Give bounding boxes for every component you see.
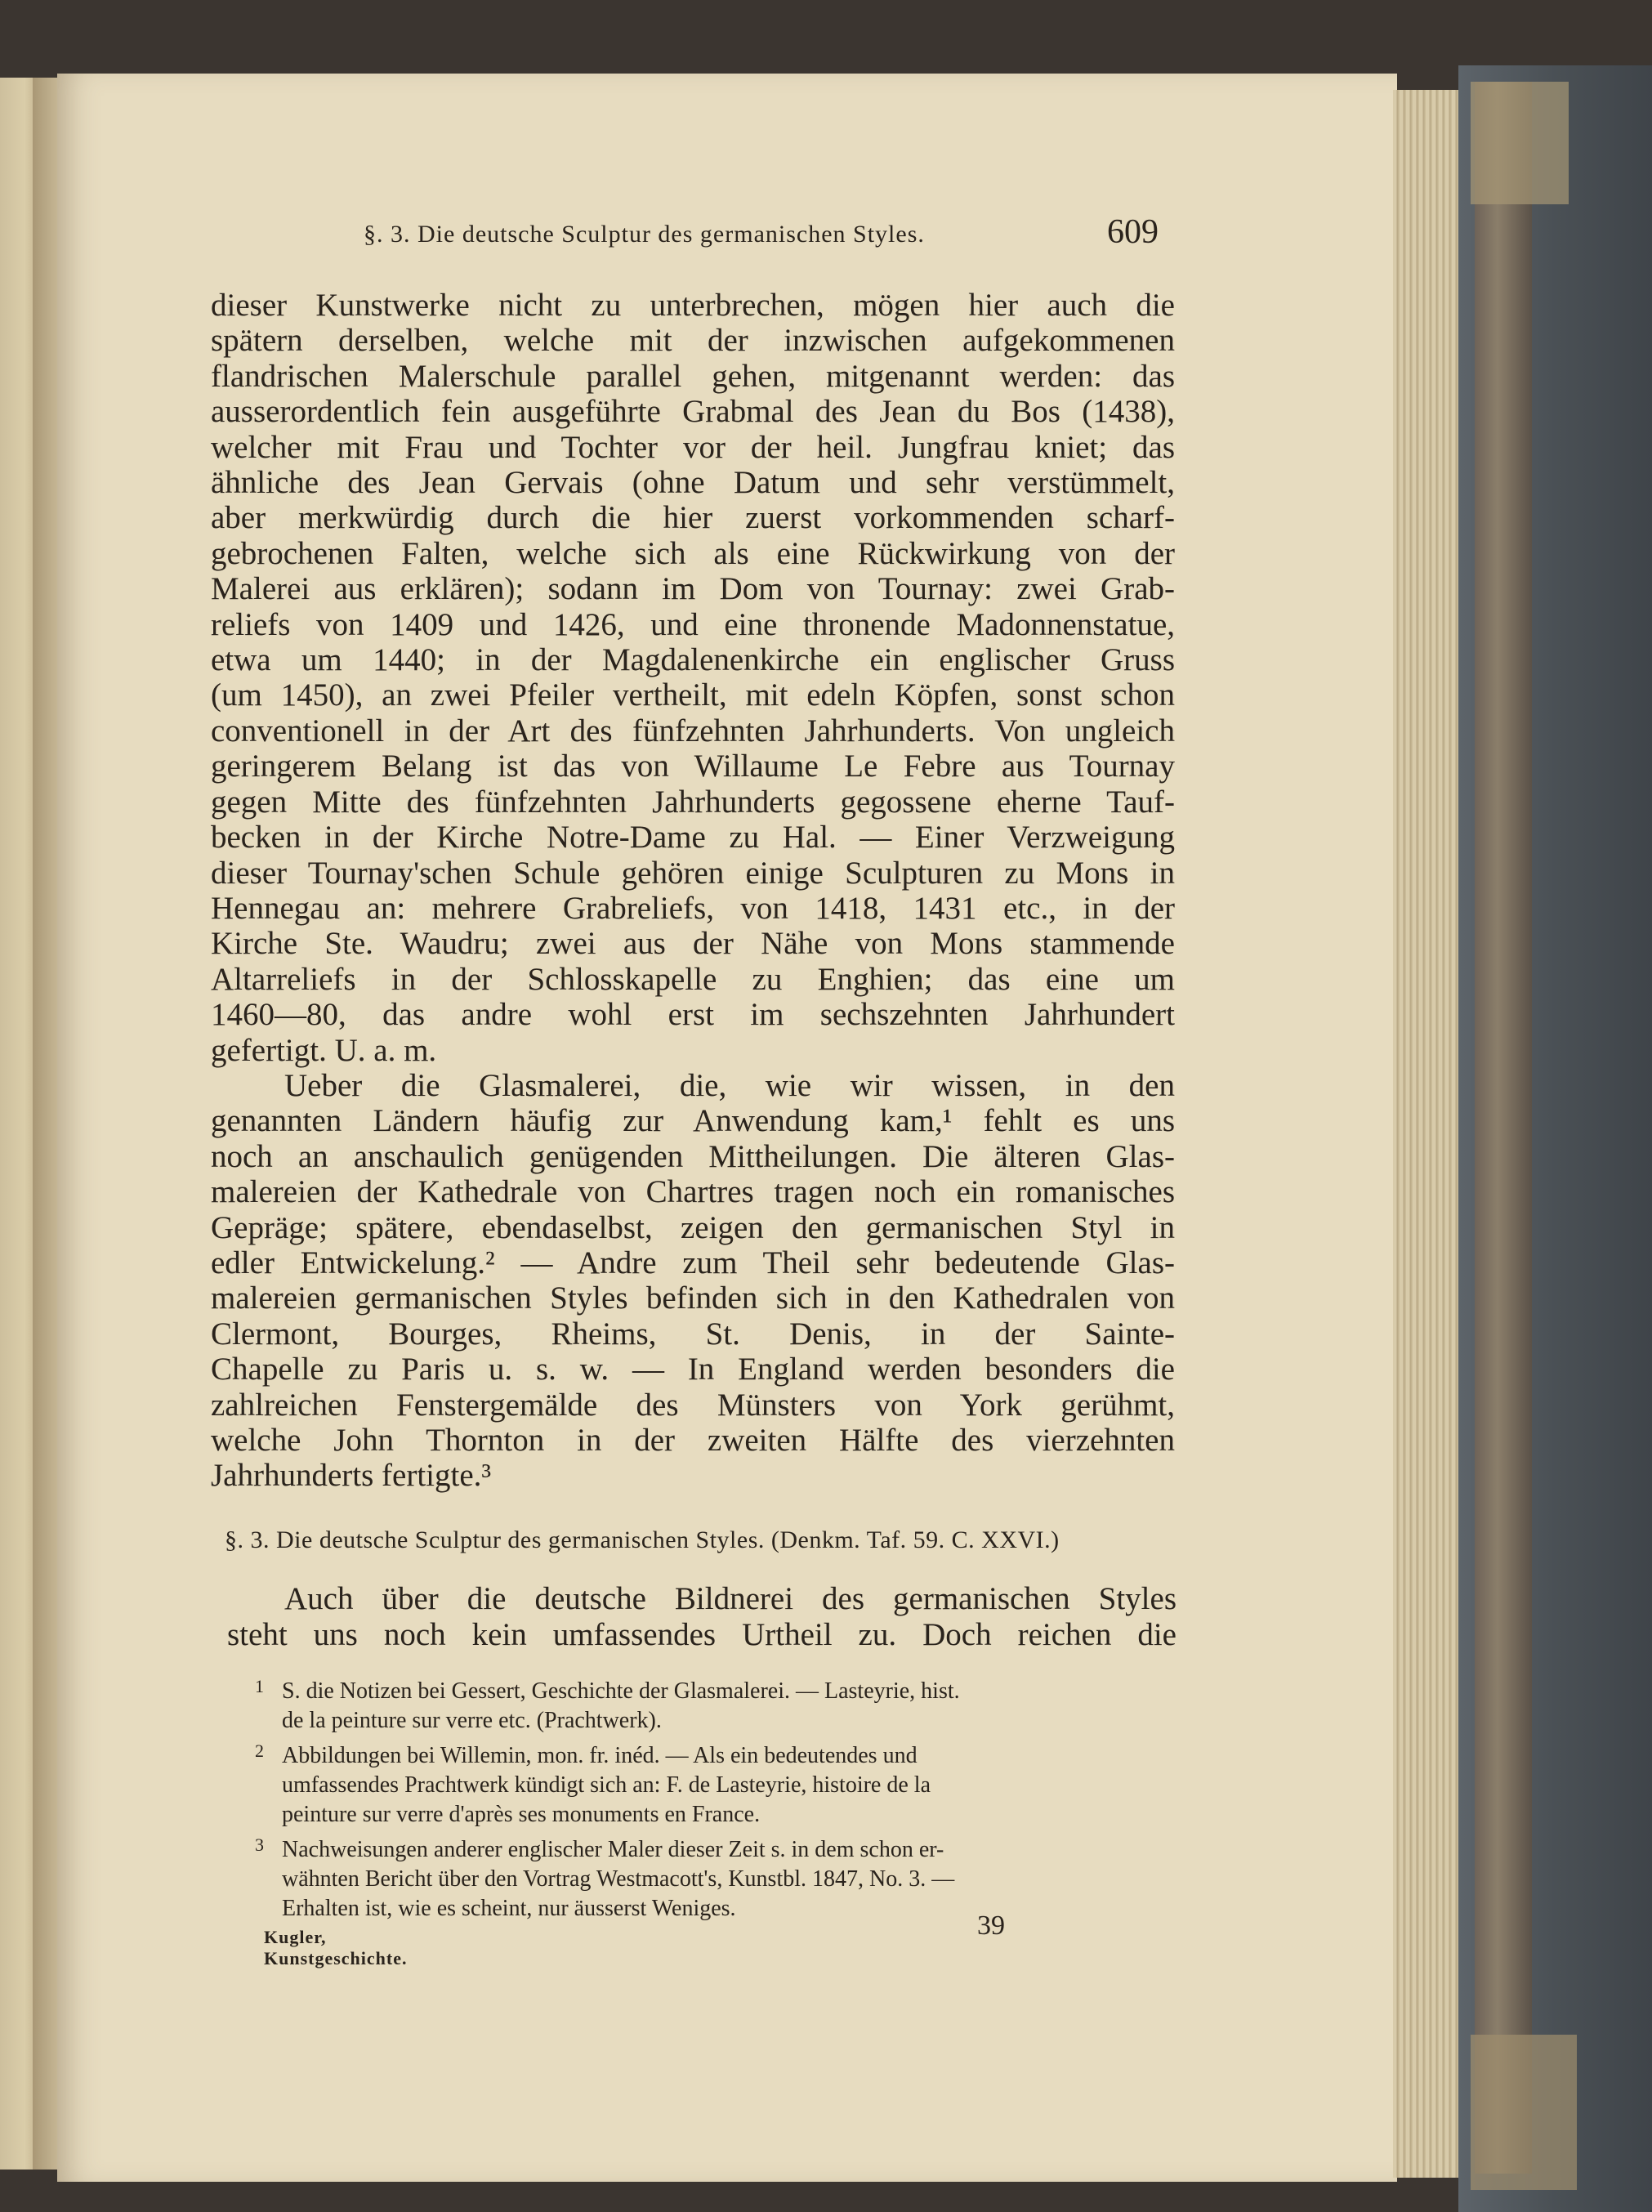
footnote-line: Abbildungen bei Willemin, mon. fr. inéd. — Als ein bedeutendes und — [282, 1743, 918, 1768]
body-line: gegen Mitte des fünfzehnten Jahrhunderts gegossene eherne Tauf- — [211, 784, 1175, 820]
body-line: Gepräge; spätere, ebendaselbst, zeigen den germanischen Styl in — [211, 1209, 1175, 1245]
section-text — [227, 1581, 1176, 1653]
body-line: gebrochenen Falten, welche sich als eine Rückwirkung von der — [211, 535, 1175, 571]
body-line: conventionell in der Art des fünfzehnten Jahrhunderts. Von ungleich — [211, 713, 1175, 749]
page-number: 609 — [1107, 213, 1159, 251]
body-line: noch an anschaulich genügenden Mittheilungen. Die älteren Glas- — [211, 1138, 1175, 1174]
body-line: malereien der Kathedrale von Chartres tragen noch ein romanisches — [211, 1174, 1175, 1210]
cover-corner-bottom — [1471, 2035, 1577, 2190]
body-line: becken in der Kirche Notre-Dame zu Hal. — Einer Verzweigung — [211, 820, 1175, 856]
body-line: Chapelle zu Paris u. s. w. — In England werden besonders die — [211, 1352, 1175, 1388]
body-line: aber merkwürdig durch die hier zuerst vorkommenden scharf- — [211, 500, 1175, 536]
body-line: flandrischen Malerschule parallel gehen, mitgenannt werden: das — [211, 358, 1175, 394]
body-line: malereien germanischen Styles befinden sich in den Kathedralen von — [211, 1280, 1175, 1316]
cover-corner-top — [1471, 82, 1569, 204]
footnote-line: peinture sur verre d'après ses monuments en France. — [282, 1802, 761, 1827]
body-line: reliefs von 1409 und 1426, und eine thronende Madonnenstatue, — [211, 606, 1175, 642]
footnotes — [257, 1677, 1181, 1929]
section-line: steht uns noch kein umfassendes Urtheil zu. Doch reichen die — [227, 1617, 1176, 1652]
body-line: Ueber die Glasmalerei, die, wie wir wissen, in den — [284, 1067, 1175, 1103]
body-line: Clermont, Bourges, Rheims, St. Denis, in der Sainte- — [211, 1316, 1175, 1352]
body-line: etwa um 1440; in der Magdalenenkirche ein englischer Gruss — [211, 642, 1175, 678]
body-line: Altarreliefs in der Schlosskapelle zu Enghien; das eine um — [211, 961, 1175, 997]
footnote — [257, 1677, 1181, 1736]
page-edges — [1393, 90, 1458, 2178]
body-line: spätern derselben, welche mit der inzwischen aufgekommenen — [211, 323, 1175, 359]
body-line: dieser Kunstwerke nicht zu unterbrechen, mögen hier auch die — [211, 288, 1175, 323]
body-line: zahlreichen Fenstergemälde des Münsters von York gerühmt, — [211, 1387, 1175, 1423]
section-heading: §. 3. Die deutsche Sculptur des germanischen Styles. (Denkm. Taf. 59. C. XXVI.) — [225, 1526, 1060, 1553]
footnote-line: Nachweisungen anderer englischer Maler dieser Zeit s. in dem schon er- — [282, 1837, 944, 1862]
running-header: §. 3. Die deutsche Sculptur des germanischen Styles. — [364, 221, 925, 248]
body-line: Kirche Ste. Waudru; zwei aus der Nähe von Mons stammende — [211, 926, 1175, 962]
sheet-number: 39 — [977, 1910, 1005, 1941]
body-line: welcher mit Frau und Tochter vor der heil. Jungfrau kniet; das — [211, 429, 1175, 465]
body-line: Hennegau an: mehrere Grabreliefs, von 1418, 1431 etc., in der — [211, 890, 1175, 926]
body-line: Jahrhunderts fertigte.³ — [211, 1458, 492, 1494]
body-line: edler Entwickelung.² — Andre zum Theil sehr bedeutende Glas- — [211, 1245, 1175, 1280]
body-text — [211, 288, 1175, 1494]
body-line: ausserordentlich fein ausgeführte Grabmal des Jean du Bos (1438), — [211, 394, 1175, 430]
section-line: Auch über die deutsche Bildnerei des germanischen Styles — [284, 1581, 1176, 1616]
footnote-line: de la peinture sur verre etc. (Prachtwerk). — [282, 1708, 662, 1733]
body-line: Malerei aus erklären); sodann im Dom von Tournay: zwei Grab- — [211, 571, 1175, 607]
printer-signature: Kugler, Kunstgeschichte. — [264, 1927, 408, 1968]
footnote-line: umfassendes Prachtwerk kündigt sich an: F. de Lasteyrie, histoire de la — [282, 1772, 931, 1798]
body-line: welche John Thornton in der zweiten Hälfte des vierzehnten — [211, 1423, 1175, 1458]
footnote-mark: 1 — [255, 1676, 264, 1696]
body-line: (um 1450), an zwei Pfeiler vertheilt, mit edeln Köpfen, sonst schon — [211, 677, 1175, 713]
body-line: ähnliche des Jean Gervais (ohne Datum und sehr verstümmelt, — [211, 465, 1175, 501]
cover-spine — [1475, 82, 1532, 2174]
body-line: genannten Ländern häufig zur Anwendung kam,¹ fehlt es uns — [211, 1103, 1175, 1139]
body-line: 1460—80, das andre wohl erst im sechszehnten Jahrhundert — [211, 997, 1175, 1033]
footnote — [257, 1741, 1181, 1830]
body-line: gefertigt. U. a. m. — [211, 1032, 437, 1068]
footnote-line: Erhalten ist, wie es scheint, nur äusserst Weniges. — [282, 1896, 736, 1921]
footnote-mark: 3 — [255, 1834, 264, 1855]
body-line: dieser Tournay'schen Schule gehören einige Sculpturen zu Mons in — [211, 855, 1175, 891]
footnote — [257, 1835, 1181, 1924]
body-line: geringerem Belang ist das von Willaume Le Febre aus Tournay — [211, 749, 1175, 784]
footnote-line: wähnten Bericht über den Vortrag Westmacott's, Kunstbl. 1847, No. 3. — — [282, 1866, 955, 1892]
footnote-mark: 2 — [255, 1741, 264, 1761]
footnote-line: S. die Notizen bei Gessert, Geschichte der Glasmalerei. — Lasteyrie, hist. — [282, 1678, 960, 1704]
